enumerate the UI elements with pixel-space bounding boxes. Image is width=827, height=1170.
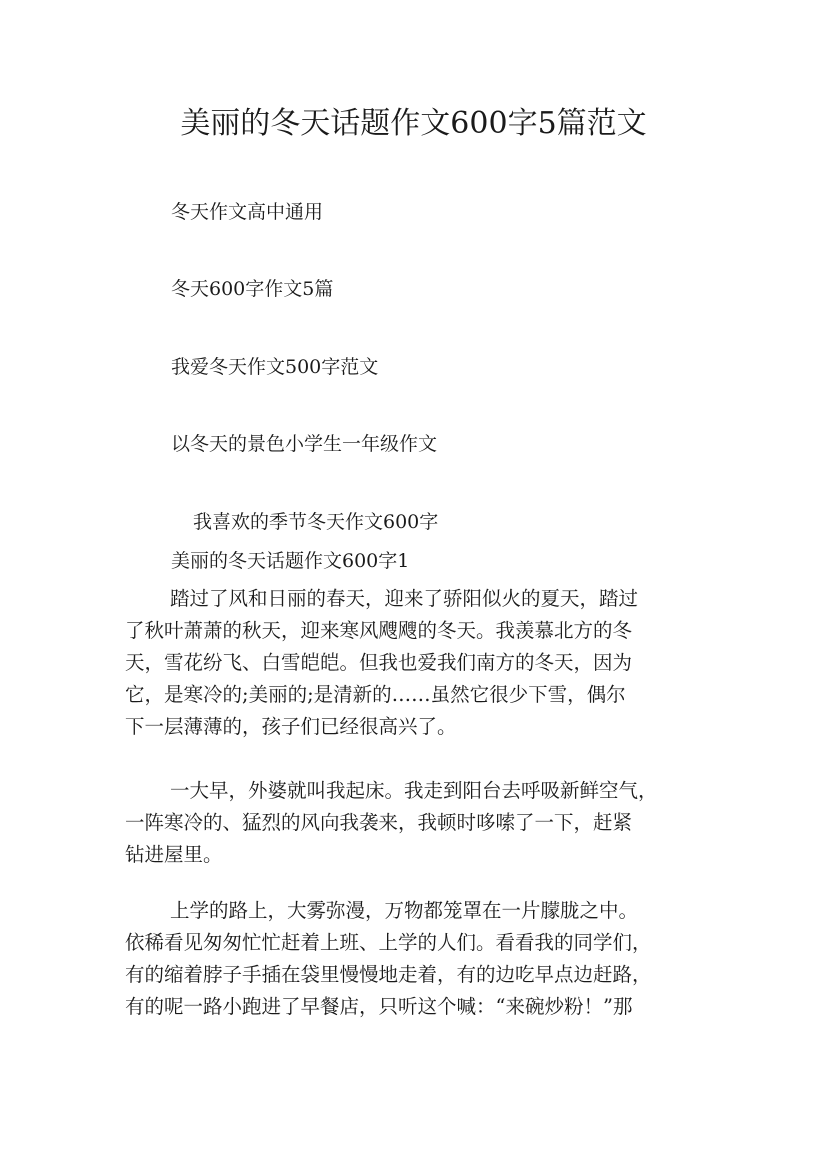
paragraph (125, 583, 705, 743)
paragraph-line: 它，是寒冷的;美丽的;是清新的……虽然它很少下雪，偶尔 (125, 683, 626, 706)
paragraph-line: 了秋叶萧萧的秋天，迎来寒风飕飕的冬天。我羡慕北方的冬 (125, 619, 633, 642)
paragraph-line: 有的缩着脖子手插在袋里慢慢地走着，有的边吃早点边赶路， (125, 963, 652, 986)
toc-item: 我爱冬天作文500字范文 (171, 356, 379, 378)
paragraph (125, 895, 705, 1023)
paragraph-line: 钻进屋里。 (125, 843, 223, 866)
paragraph-line: 依稀看见匆匆忙忙赶着上班、上学的人们。看看我的同学们， (125, 931, 652, 954)
paragraph-line: 一大早，外婆就叫我起床。我走到阳台去呼吸新鲜空气， (170, 779, 658, 802)
paragraph-line: 一阵寒冷的、猛烈的风向我袭来，我顿时哆嗦了一下，赶紧 (125, 811, 633, 834)
section-heading: 美丽的冬天话题作文600字1 (171, 550, 410, 572)
paragraph-line: 踏过了风和日丽的春天，迎来了骄阳似火的夏天，踏过 (170, 587, 639, 610)
toc-item: 冬天作文高中通用 (171, 201, 324, 223)
document-title: 美丽的冬天话题作文600字5篇范文 (180, 106, 647, 141)
paragraph-line: 下一层薄薄的，孩子们已经很高兴了。 (125, 715, 457, 738)
paragraph-line: 有的呢一路小跑进了早餐店，只听这个喊：“来碗炒粉！”那 (125, 995, 633, 1018)
toc-item: 以冬天的景色小学生一年级作文 (171, 433, 438, 455)
paragraph-line: 天，雪花纷飞、白雪皑皑。但我也爱我们南方的冬天，因为 (125, 651, 633, 674)
toc-item: 我喜欢的季节冬天作文600字 (193, 511, 439, 533)
paragraph (125, 775, 705, 871)
toc-item: 冬天600字作文5篇 (171, 278, 334, 300)
paragraph-line: 上学的路上，大雾弥漫，万物都笼罩在一片朦胧之中。 (170, 899, 639, 922)
